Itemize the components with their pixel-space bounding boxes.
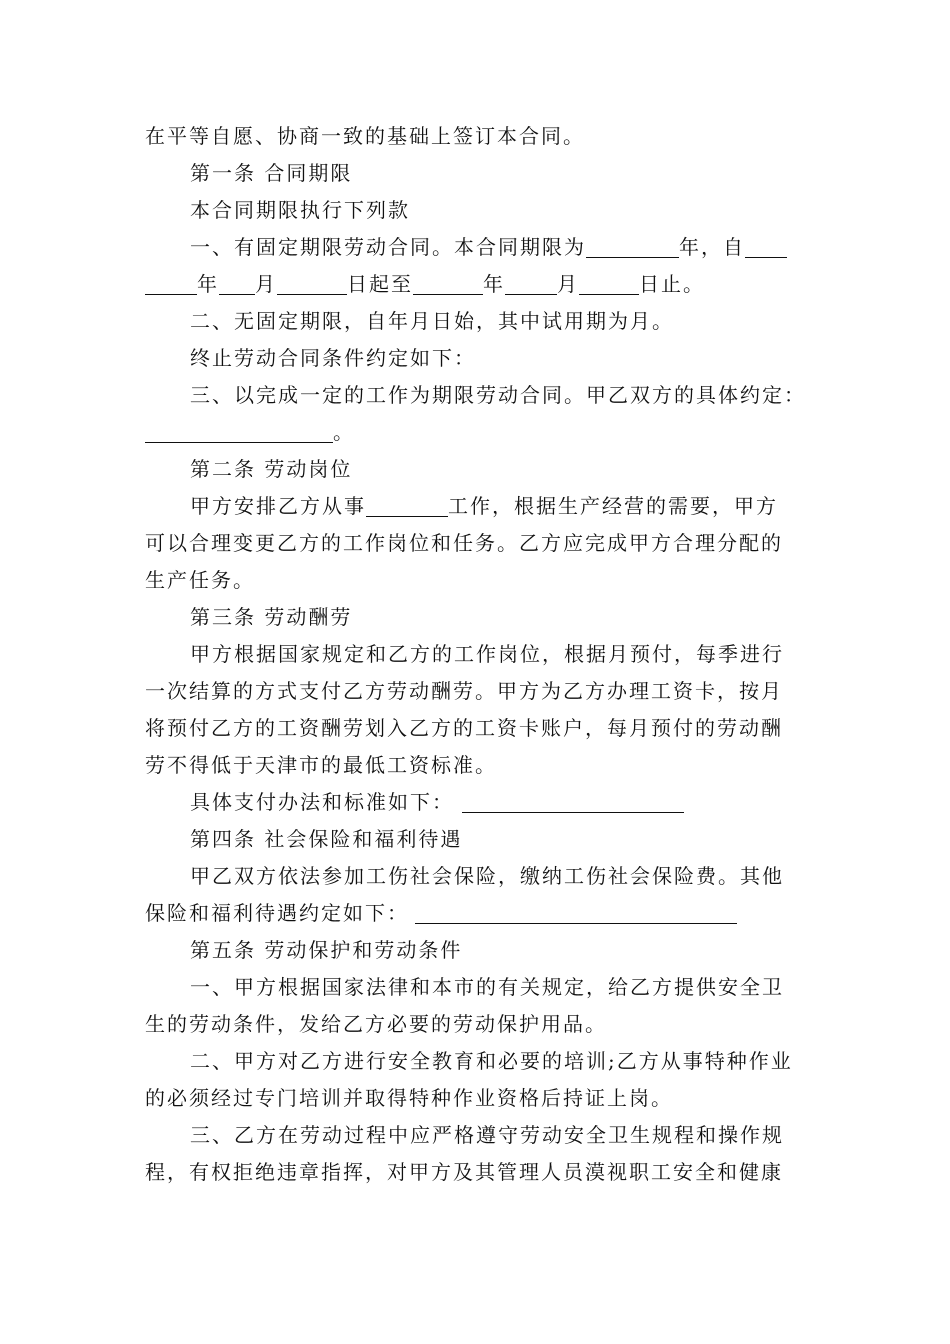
line-7 <box>145 340 807 377</box>
line-text: 甲方根据国家规定和乙方的工作岗位，根据月预付，每季进行 <box>190 642 784 666</box>
blank-field[interactable] <box>219 270 255 295</box>
line-text: 本合同期限执行下列款 <box>190 198 410 222</box>
line-text: 第一条 合同期限 <box>190 161 353 185</box>
blank-field[interactable] <box>277 270 347 295</box>
line-text: 年 <box>483 272 505 296</box>
line-15 <box>145 636 807 673</box>
line-text: 程，有权拒绝违章指挥，对甲方及其管理人员漠视职工安全和健康 <box>145 1160 783 1184</box>
line-8 <box>145 377 807 414</box>
blank-field[interactable] <box>366 492 448 517</box>
line-text: 年，自 <box>679 235 745 259</box>
line-text: 第二条 劳动岗位 <box>190 457 353 481</box>
line-16 <box>145 673 807 710</box>
line-22 <box>145 895 807 932</box>
blank-field[interactable] <box>145 270 197 295</box>
blank-field[interactable] <box>413 270 483 295</box>
line-19 <box>145 784 807 821</box>
line-text: 生产任务。 <box>145 568 255 592</box>
line-1 <box>145 118 807 155</box>
line-9 <box>145 414 807 451</box>
line-text: 一次结算的方式支付乙方劳动酬劳。甲方为乙方办理工资卡，按月 <box>145 679 783 703</box>
blank-field[interactable] <box>579 270 639 295</box>
line-text: 甲方安排乙方从事 <box>190 494 366 518</box>
blank-field[interactable] <box>586 233 679 258</box>
blank-field[interactable] <box>505 270 557 295</box>
line-6 <box>145 303 807 340</box>
line-3 <box>145 192 807 229</box>
line-text: 将预付乙方的工资酬劳划入乙方的工资卡账户，每月预付的劳动酬 <box>145 716 783 740</box>
line-text: 月 <box>557 272 579 296</box>
line-24 <box>145 969 807 1006</box>
blank-field[interactable] <box>415 899 737 924</box>
line-text: 终止劳动合同条件约定如下： <box>190 346 476 370</box>
line-text: 第五条 劳动保护和劳动条件 <box>190 938 463 962</box>
line-text: 一、甲方根据国家法律和本市的有关规定，给乙方提供安全卫 <box>190 975 784 999</box>
line-28 <box>145 1117 807 1154</box>
line-text: 甲乙双方依法参加工伤社会保险，缴纳工伤社会保险费。其他 <box>190 864 784 888</box>
line-text: 三、以完成一定的工作为期限劳动合同。甲乙双方的具体约定： <box>190 383 806 407</box>
line-29 <box>145 1154 807 1191</box>
article-5-heading <box>145 932 807 969</box>
line-26 <box>145 1043 807 1080</box>
line-text: 第三条 劳动酬劳 <box>190 605 353 629</box>
line-18 <box>145 747 807 784</box>
line-text: 三、乙方在劳动过程中应严格遵守劳动安全卫生规程和操作规 <box>190 1123 784 1147</box>
article-3-heading <box>145 599 807 636</box>
blank-field[interactable] <box>145 418 333 443</box>
line-text: 二、甲方对乙方进行安全教育和必要的培训;乙方从事特种作业 <box>190 1049 793 1073</box>
line-21 <box>145 858 807 895</box>
line-text: 的必须经过专门培训并取得特种作业资格后持证上岗。 <box>145 1086 673 1110</box>
line-text: 在平等自愿、协商一致的基础上签订本合同。 <box>145 124 585 148</box>
line-27 <box>145 1080 807 1117</box>
line-text: 工作，根据生产经营的需要，甲方 <box>448 494 778 518</box>
line-text: 。 <box>333 420 355 444</box>
line-11 <box>145 488 807 525</box>
line-text: 保险和福利待遇约定如下： <box>145 901 409 925</box>
article-1-heading <box>145 155 807 192</box>
line-4 <box>145 229 807 266</box>
line-13 <box>145 562 807 599</box>
line-25 <box>145 1006 807 1043</box>
line-text: 可以合理变更乙方的工作岗位和任务。乙方应完成甲方合理分配的 <box>145 531 783 555</box>
line-text: 第四条 社会保险和福利待遇 <box>190 827 463 851</box>
line-text: 二、无固定期限，自年月日始，其中试用期为月。 <box>190 309 674 333</box>
line-text: 年 <box>197 272 219 296</box>
line-text: 劳不得低于天津市的最低工资标准。 <box>145 753 497 777</box>
line-text: 日起至 <box>347 272 413 296</box>
line-5 <box>145 266 807 303</box>
article-4-heading <box>145 821 807 858</box>
line-text: 生的劳动条件，发给乙方必要的劳动保护用品。 <box>145 1012 607 1036</box>
article-2-heading <box>145 451 807 488</box>
line-12 <box>145 525 807 562</box>
blank-field[interactable] <box>462 788 684 813</box>
line-text: 一、有固定期限劳动合同。本合同期限为 <box>190 235 586 259</box>
blank-field[interactable] <box>745 233 787 258</box>
line-17 <box>145 710 807 747</box>
line-text: 月 <box>255 272 277 296</box>
contract-page <box>145 118 807 1191</box>
line-text: 具体支付办法和标准如下： <box>190 790 454 814</box>
line-text: 日止。 <box>639 272 705 296</box>
